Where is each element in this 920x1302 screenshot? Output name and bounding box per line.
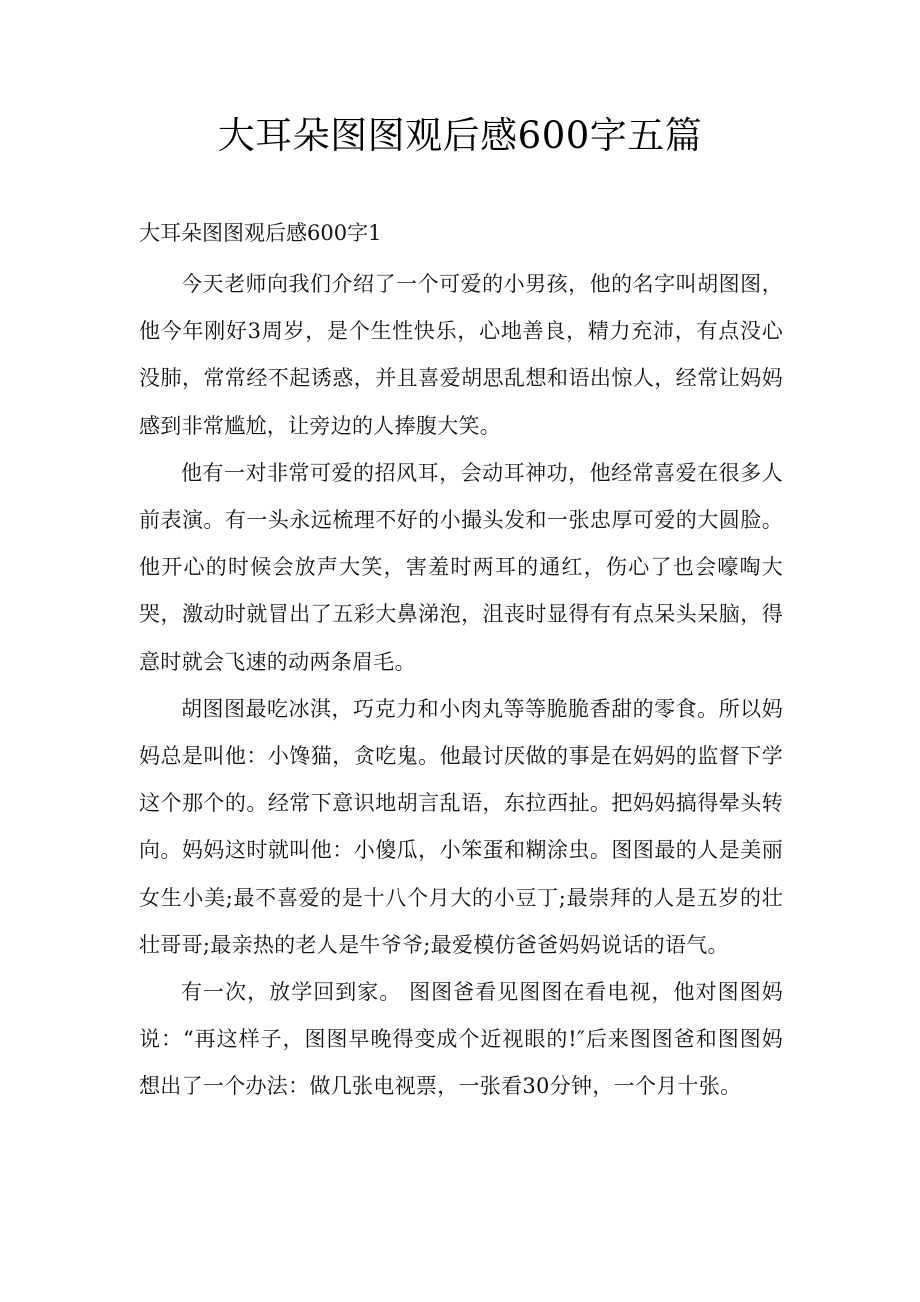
document-title: 大耳朵图图观后感600字五篇 [217, 114, 703, 157]
paragraph-1: 今天老师向我们介绍了一个可爱的小男孩，他的名字叫胡图图，他今年刚好3周岁，是个生性快乐，心地善良，精力充沛，有点没心没肺，常常经不起诱惑，并且喜爱胡思乱想和语出惊人，经常让妈妈感到非常尴尬，让旁边的人捧腹大笑。 [139, 272, 783, 438]
document-body [139, 261, 783, 1111]
paragraph-2: 他有一对非常可爱的招风耳，会动耳神功，他经常喜爱在很多人前表演。有一头永远梳理不好的小撮头发和一张忠厚可爱的大圆脸。他开心的时候会放声大笑，害羞时两耳的通红，伤心了也会嚎啕大哭，激动时就冒出了五彩大鼻涕泡，沮丧时显得有有点呆头呆脑，得意时就会飞速的动两条眉毛。 [139, 460, 783, 674]
paragraph-3: 胡图图最吃冰淇，巧克力和小肉丸等等脆脆香甜的零食。所以妈妈总是叫他：小馋猫，贪吃鬼。他最讨厌做的事是在妈妈的监督下学这个那个的。经常下意识地胡言乱语，东拉西扯。把妈妈搞得晕头转向。妈妈这时就叫他：小傻瓜，小笨蛋和糊涂虫。图图最的人是美丽女生小美;最不喜爱的是十八个月大的小豆丁;最崇拜的人是五岁的壮壮哥哥;最亲热的老人是牛爷爷;最爱模仿爸爸妈妈说话的语气。 [139, 696, 783, 957]
section-heading: 大耳朵图图观后感600字1 [139, 221, 382, 245]
paragraph-4: 有一次，放学回到家。 图图爸看见图图在看电视，他对图图妈说：“再这样子，图图早晚得变成个近视眼的!″后来图图爸和图图妈想出了一个办法：做几张电视票，一张看30分钟，一个月十张。 [139, 980, 783, 1099]
